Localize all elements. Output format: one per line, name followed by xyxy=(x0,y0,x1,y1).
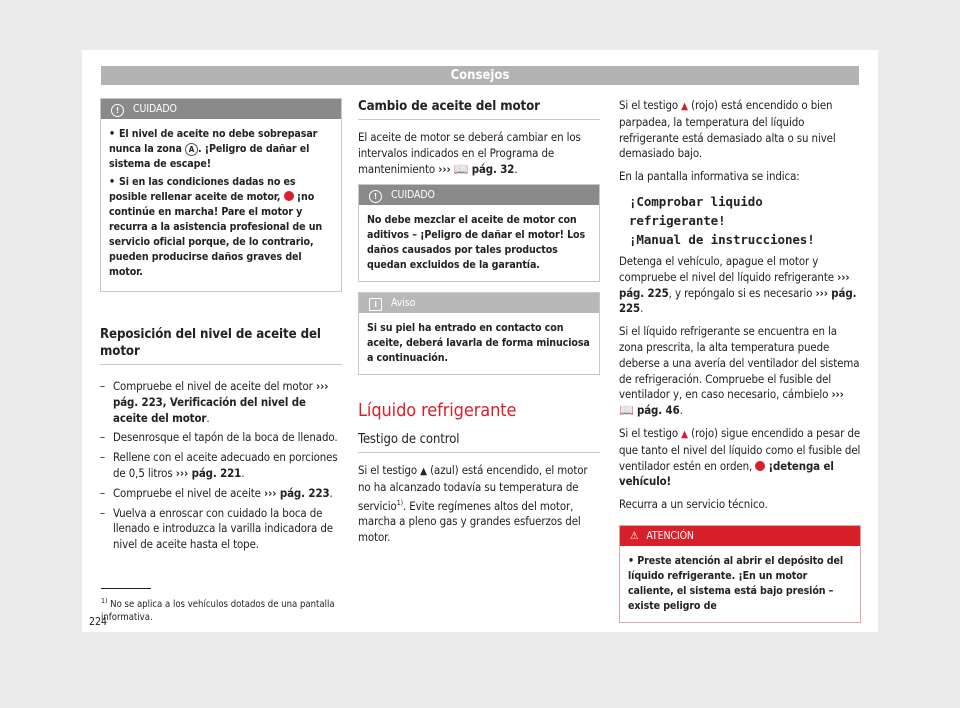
book-icon: 📖 xyxy=(453,161,469,176)
paragraph: Si el testigo ▲ (rojo) está encendido o bien parpadea, la temperatura del líquido refrigerante está demasiado alta o su nivel demasiado bajo. xyxy=(619,98,836,161)
footnote: $^{1)}$ No se aplica a los vehículos dotados de una pantalla informativa. xyxy=(101,597,335,624)
bullet-icon: • xyxy=(109,176,115,188)
display-message: ¡Manual de instrucciones! xyxy=(629,231,815,247)
step-item: – Desenrosque el tapón de la boca de llenado. xyxy=(100,430,338,445)
page-link[interactable]: ››› pág. 221 xyxy=(175,465,242,480)
page-link[interactable]: ››› pág. 223 xyxy=(264,485,330,500)
caution-body: No debe mezclar el aceite de motor con aditivos – ¡Peligro de dañar el motor! Los daños causados por tales productos quedan excluidos de la garantía. xyxy=(367,214,586,272)
step-item: – Rellene con el aceite adecuado en porciones de 0,5 litros ››› pág. 221. xyxy=(100,450,338,480)
paragraph: Recurra a un servicio técnico. xyxy=(619,497,768,512)
page-header: Consejos xyxy=(101,66,859,85)
paragraph: En la pantalla informativa se indica: xyxy=(619,169,800,184)
stop-icon xyxy=(755,461,765,471)
step-item: – Vuelva a enroscar con cuidado la boca de llenado e introduzca la varilla indicadora de nivel de aceite hasta el tope. xyxy=(100,505,333,552)
page-link[interactable]: ››› pág. 225 xyxy=(619,285,857,316)
book-icon: 📖 xyxy=(619,403,634,418)
page-link[interactable]: ››› pág. 223, Verificación del nivel de aceite del motor xyxy=(113,379,329,425)
arrow-icon: ››› xyxy=(438,161,451,176)
note-header: i Aviso xyxy=(359,293,599,313)
warning-triangle-icon: ⚠ xyxy=(630,529,639,542)
column-3 xyxy=(619,98,861,633)
divider xyxy=(100,364,342,365)
zone-a-badge: A xyxy=(185,143,198,156)
section-title: Reposición del nivel de aceite del motor xyxy=(100,327,321,359)
stop-icon xyxy=(284,191,294,201)
page-number: 224 xyxy=(89,616,108,628)
bullet-icon: • xyxy=(109,128,115,140)
section-title: Cambio de aceite del motor xyxy=(358,99,540,114)
sub-title: Testigo de control xyxy=(358,432,460,448)
caution-header: ! CUIDADO xyxy=(359,185,599,205)
warning-box xyxy=(619,525,861,623)
step-item: – Compruebe el nivel de aceite del motor ››› pág. 223, Verificación del nivel de aceite del motor. xyxy=(100,379,329,425)
page-link[interactable]: pág. 32 xyxy=(471,161,515,176)
page-link[interactable]: pág. 46 xyxy=(637,403,680,418)
bullet-icon: • xyxy=(628,554,638,567)
note-icon: i xyxy=(369,298,382,311)
paragraph: Si el líquido refrigerante se encuentra en la zona prescrita, la alta temperatura puede deberse a una avería del ventilador del sistema de refrigeración. Compruebe el fusible del ventilador y, en caso necesario, cámbielo ››› 📖 pág. 46. xyxy=(619,324,860,418)
caution-bullet: • El nivel de aceite no debe sobrepasar nunca la zona A . ¡Peligro de dañar el sistema de escape! xyxy=(109,128,318,170)
caution-box xyxy=(100,98,342,292)
note-body: Si su piel ha entrado en contacto con aceite, deberá lavarla de forma minuciosa a continuación. xyxy=(367,322,590,365)
caution-header: ! CUIDADO xyxy=(101,99,341,119)
caution-box xyxy=(358,184,600,282)
coolant-temp-icon: ▲ xyxy=(420,466,427,478)
column-2 xyxy=(358,98,600,553)
divider xyxy=(358,452,600,453)
note-box xyxy=(358,292,600,375)
divider xyxy=(358,119,600,120)
coolant-temp-icon: ▲ xyxy=(681,101,688,112)
step-item: – Compruebe el nivel de aceite ››› pág. 223. xyxy=(100,485,333,500)
arrow-icon: ››› xyxy=(831,387,844,402)
info-icon: ! xyxy=(111,104,124,117)
footnote-rule xyxy=(101,588,151,589)
paragraph: Si el testigo ▲ (rojo) sigue encendido a pesar de que tanto el nivel del líquido como el fusible del ventilador estén en orden, ¡detenga el vehículo! xyxy=(619,425,861,489)
paragraph: El aceite de motor se deberá cambiar en los intervalos indicados en el Programa de mantenimiento ››› 📖 pág. 32. xyxy=(358,130,581,176)
caution-body xyxy=(101,119,341,291)
warning-body: • Preste atención al abrir el depósito del líquido refrigerante. ¡En un motor caliente, el sistema está bajo presión – existe peligro de xyxy=(628,554,844,612)
caution-bullet: • Si en las condiciones dadas no es posible rellenar aceite de motor, ¡no continúe en marcha! Pare el motor y recurra a la asistencia profesional de un servicio oficial porque, de lo contrario, pueden producirse daños graves del motor. xyxy=(109,176,323,278)
column-1 xyxy=(100,98,342,557)
paragraph: Detenga el vehículo, apague el motor y compruebe el nivel del líquido refrigerante ››› pág. 225, y repóngalo si es necesario ››› pág. 225. xyxy=(619,253,857,316)
info-icon: ! xyxy=(369,190,382,203)
paragraph: Si el testigo ▲ (azul) está encendido, el motor no ha alcanzado todavía su temperatura de servicio$^{1)}$. Evite regímenes altos del motor, marcha a pleno gas y grandes esfuerzos del motor. xyxy=(358,463,588,545)
display-message: ¡Comprobar liquido refrigerante! xyxy=(629,193,763,228)
chapter-title: Líquido refrigerante xyxy=(358,400,517,422)
coolant-temp-icon: ▲ xyxy=(681,428,688,440)
page-link[interactable]: ››› pág. 225 xyxy=(619,269,850,300)
warning-header: ⚠ ATENCIÓN xyxy=(620,526,860,546)
